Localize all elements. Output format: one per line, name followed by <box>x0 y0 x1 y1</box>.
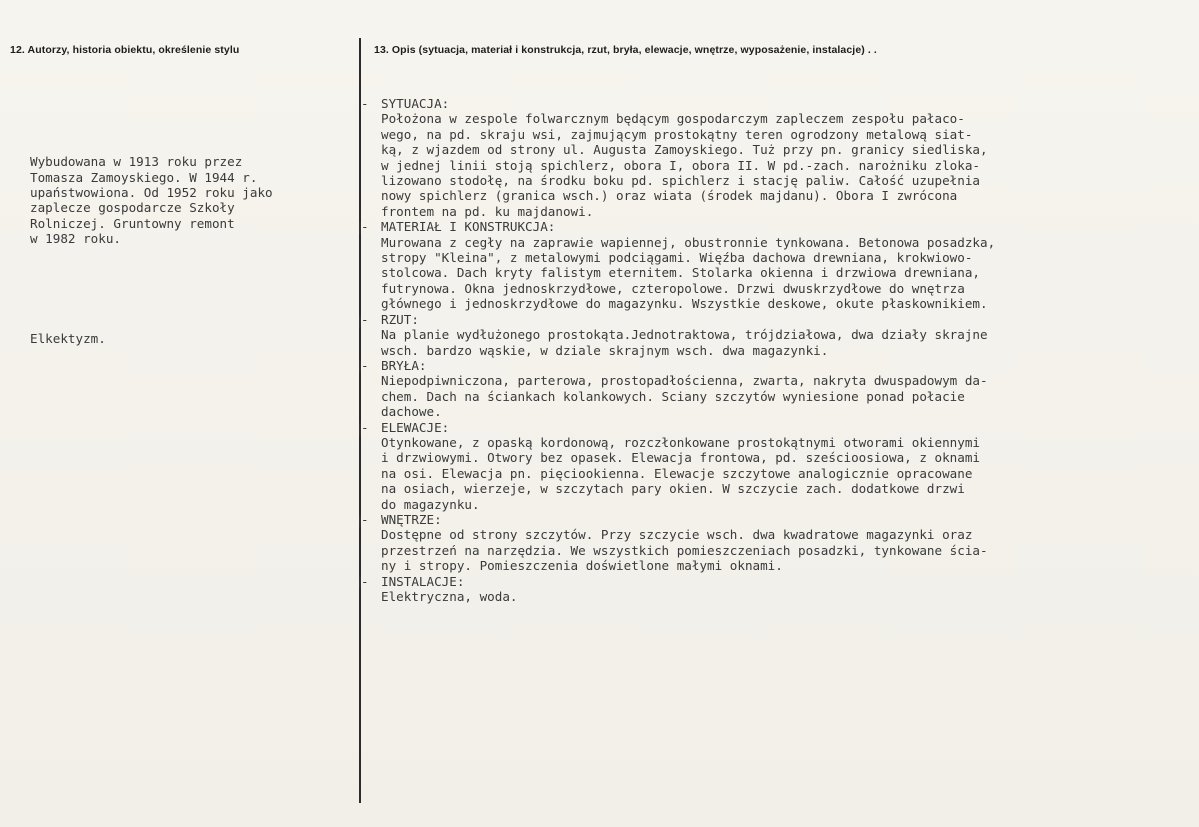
section-line: frontem na pd. ku majdanowi. <box>381 203 594 219</box>
field-12-header <box>10 44 239 56</box>
section-heading <box>361 96 995 111</box>
section-line: Otynkowane, z opaską kordonową, rozczłonkowane prostokątnymi otworami okiennymi <box>381 434 980 450</box>
section-line: Murowana z cegły na zaprawie wapiennej, obustronnie tynkowana. Betonowa posadzka, <box>381 234 996 250</box>
section-line: lizowano stodołę, na środku boku pd. spichlerz i stację paliw. Całość uzupełnia <box>381 173 980 189</box>
section-heading <box>361 358 995 373</box>
field-13-header: 13. Opis (sytuacja, materiał i konstrukcja, rzut, bryła, elewacje, wnętrze, wyposażenie, instalacje) . . <box>374 44 877 56</box>
section-heading <box>361 219 995 234</box>
section-line: i drzwiowymi. Otwory bez opasek. Elewacja frontowa, pd. sześcioosiowa, z oknami <box>381 450 980 466</box>
section-heading-text: INSTALACJE: <box>381 573 465 589</box>
history-line: zaplecze gospodarcze Szkoły <box>30 200 235 216</box>
section-dash: - <box>361 511 369 527</box>
field-12-header-suffix: obiektu, określenie stylu <box>111 44 240 56</box>
section-line: Niepodpiwniczona, parterowa, prostopadłościenna, zwarta, nakryta dwuspadowym da- <box>381 373 988 389</box>
section-line: na osi. Elewacja pn. pięciookienna. Elewacje szczytowe analogicznie opracowane <box>381 465 973 481</box>
section-line: Położona w zespole folwarcznym będącym gospodarczym zapleczem zespołu pałaco- <box>381 111 965 127</box>
section-line: Dostępne od strony szczytów. Przy szczycie wsch. dwa kwadratowe magazynki oraz <box>381 527 973 543</box>
section-line: wego, na pd. skraju wsi, zajmującym prostokątny teren ogrodzony metalową siat- <box>381 126 973 142</box>
section-line: głównego i jednoskrzydłowe do magazynku. Wszystkie deskowe, okute płaskownikiem. <box>381 296 988 312</box>
section-heading-text: WNĘTRZE: <box>381 511 442 527</box>
history-text <box>30 139 273 247</box>
section-heading-text: RZUT: <box>381 311 419 327</box>
field-12-header-prefix: 12. Autorzy, <box>10 44 73 56</box>
section-line: Na planie wydłużonego prostokąta.Jednotraktowa, trójdziałowa, dwa działy skrajne <box>381 327 988 343</box>
section-tick <box>359 222 361 234</box>
section-heading-text: MATERIAŁ I KONSTRUKCJA: <box>381 219 556 235</box>
section-tick <box>359 361 361 373</box>
section-heading-text: SYTUACJA: <box>381 96 450 111</box>
section-heading-text: ELEWACJE: <box>381 419 450 435</box>
section-tick <box>359 423 361 435</box>
section-line: do magazynku. <box>381 496 480 512</box>
section-line: futrynowa. Okna jednoskrzydłowe, czteropolowe. Drzwi dwuskrzydłowe do wnętrza <box>381 280 965 296</box>
history-line: upaństwowiona. Od 1952 roku jako <box>30 185 273 201</box>
section-heading-text: BRYŁA: <box>381 357 427 373</box>
history-line: Wybudowana w 1913 roku przez <box>30 154 243 170</box>
section-line: nowy spichlerz (granica wsch.) oraz wiata (środek majdanu). Obora I zwrócona <box>381 188 958 204</box>
section-tick <box>359 577 361 589</box>
section-line: ką, z wjazdem od strony ul. Augusta Zamoyskiego. Tuż przy pn. granicy siedliska, <box>381 142 988 158</box>
section-heading <box>361 574 995 589</box>
history-line: Tomasza Zamoyskiego. W 1944 r. <box>30 169 258 185</box>
section-line: wsch. bardzo wąskie, w dziale skrajnym wsch. dwa magazynki. <box>381 342 829 358</box>
section-heading <box>361 512 995 527</box>
section-line: chem. Dach na ściankach kolankowych. Sciany szczytów wyniesione ponad połacie <box>381 388 965 404</box>
section-line: w jednej linii stoją spichlerz, obora I, obora II. W pd.-zach. narożniku zloka- <box>381 157 980 173</box>
section-line: przestrzeń na narzędzia. We wszystkich pomieszczeniach posadzki, tynkowane ścia- <box>381 542 988 558</box>
description-block <box>361 96 995 604</box>
section-line: stropy "Kleina", z metalowymi podciągami. Więźba dachowa drewniana, krokwiowo- <box>381 250 973 266</box>
field-12-header-bold: historia <box>72 44 112 56</box>
section-line: Elektryczna, woda. <box>381 589 518 604</box>
section-heading <box>361 420 995 435</box>
section-line: dachowe. <box>381 404 442 420</box>
section-line: na osiach, wierzeje, w szczytach pary okien. W szczycie zach. dodatkowe drzwi <box>381 481 965 497</box>
section-line: ny i stropy. Pomieszczenia doświetlone małymi oknami. <box>381 558 783 574</box>
section-tick <box>359 515 361 527</box>
section-dash: - <box>361 96 369 111</box>
section-line: stolcowa. Dach kryty falistym eternitem. Stolarka okienna i drzwiowa drewniana, <box>381 265 980 281</box>
section-heading <box>361 312 995 327</box>
style-text: Elkektyzm. <box>30 331 106 347</box>
section-tick <box>359 315 361 327</box>
section-dash: - <box>361 419 369 435</box>
section-dash: - <box>361 311 369 327</box>
history-block <box>30 108 273 378</box>
section-dash: - <box>361 357 369 373</box>
history-line: w 1982 roku. <box>30 231 121 247</box>
section-dash: - <box>361 573 369 589</box>
history-line: Rolniczej. Gruntowny remont <box>30 215 235 231</box>
section-dash: - <box>361 219 369 235</box>
